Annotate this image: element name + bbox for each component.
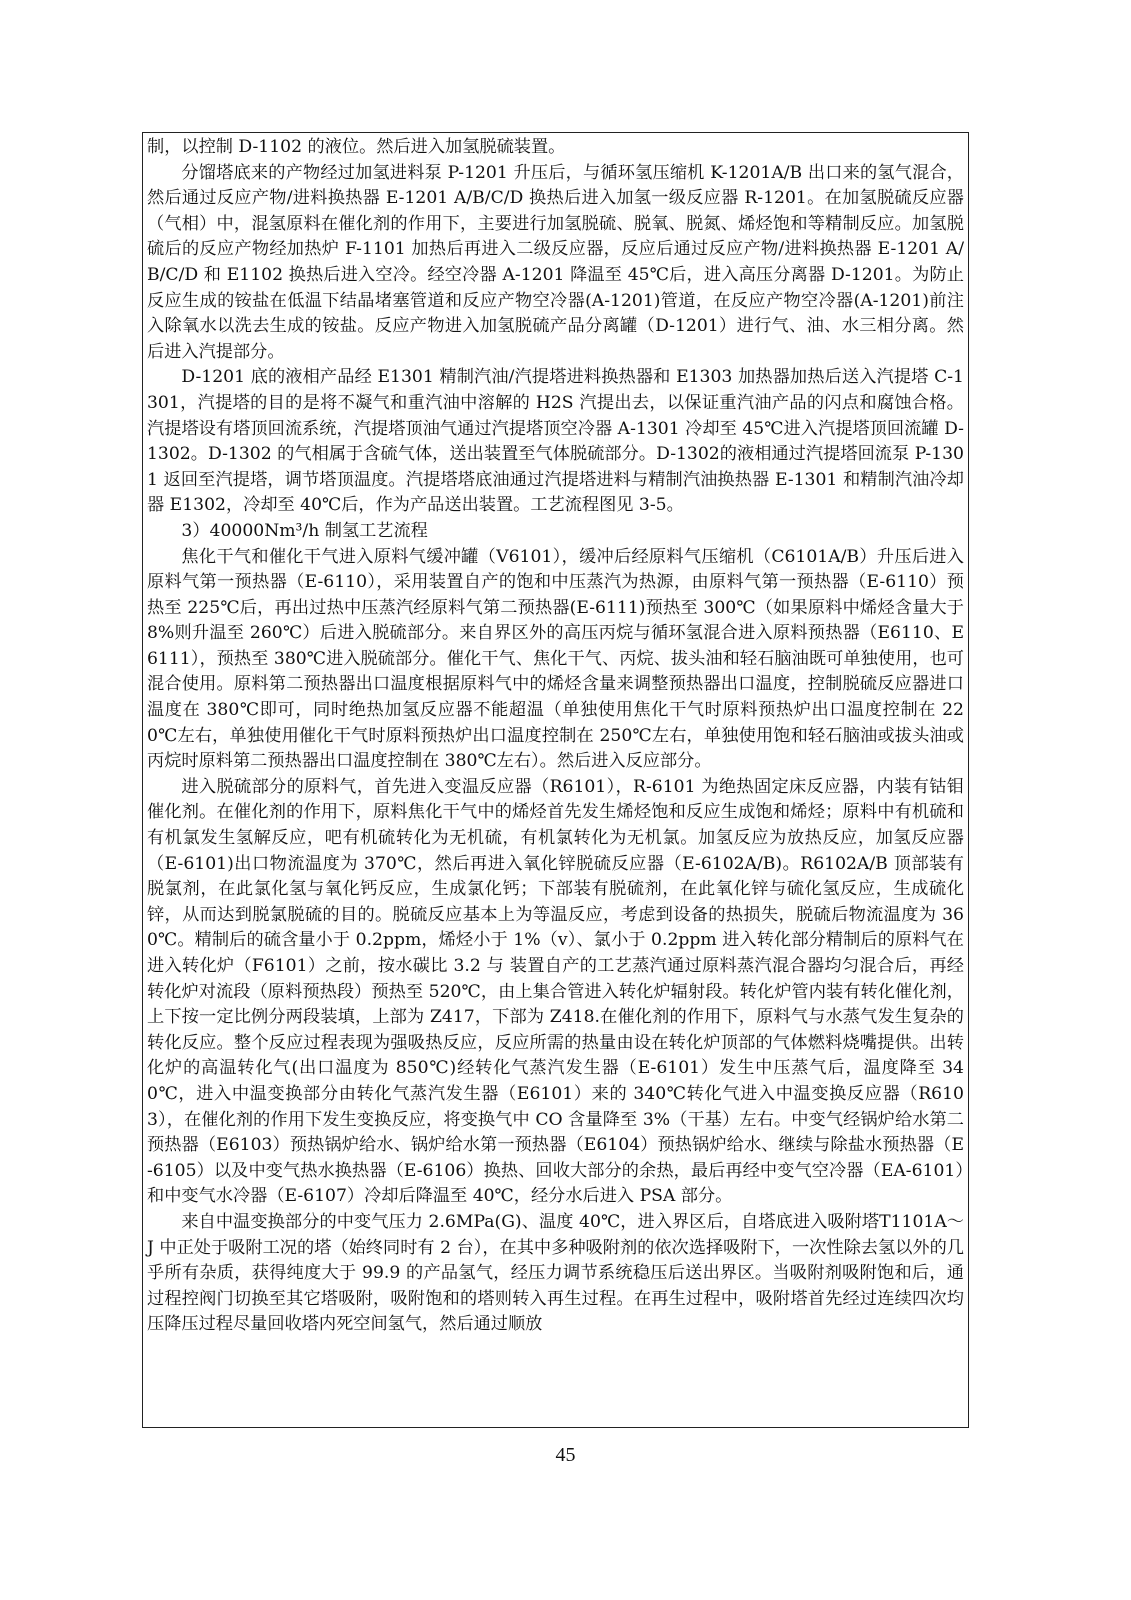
paragraph-4: 焦化干气和催化干气进入原料气缓冲罐（V6101），缓冲后经原料气压缩机（C6101A/B）升压后进入原料气第一预热器（E-6110），采用装置自产的饱和中压蒸汽为热源，由原料气第一预热器（E-6110）预热至 225℃后，再出过热中压蒸汽经原料气第二预热器(E-6111)预热至 300℃（如果原料中烯烃含量大于 8%则升温至 260℃）后进入脱硫部分。来自界区外的高压丙烷与循环氢混合进入原料预热器（E6110、E6111），预热至 380℃进入脱硫部分。催化干气、焦化干气、丙烷、拔头油和轻石脑油既可单独使用，也可混合使用。原料第二预热器出口温度根据原料气中的烯烃含量来调整预热器出口温度，控制脱硫反应器进口温度在 380℃即可，同时绝热加氢反应器不能超温（单独使用焦化干气时原料预热炉出口温度控制在 220℃左右，单独使用催化干气时原料预热炉出口温度控制在 250℃左右，单独使用饱和轻石脑油或拔头油或丙烷时原料第二预热器出口温度控制在 380℃左右）。然后进入反应部分。 (147, 546, 964, 772)
page-number: 45 (555, 1444, 576, 1466)
paragraph-5: 进入脱硫部分的原料气，首先进入变温反应器（R6101），R-6101 为绝热固定床反应器，内装有钴钼催化剂。在催化剂的作用下，原料焦化干气中的烯烃首先发生烯烃饱和反应生成饱和烯烃；原料中有机硫和有机氯发生氢解反应，吧有机硫转化为无机硫，有机氯转化为无机氯。加氢反应为放热反应，加氢反应器（E-6101)出口物流温度为 370℃，然后再进入氧化锌脱硫反应器（E-6102A/B)。R6102A/B 顶部装有脱氯剂，在此氯化氢与氧化钙反应，生成氯化钙；下部装有脱硫剂，在此氧化锌与硫化氢反应，生成硫化锌，从而达到脱氯脱硫的目的。脱硫反应基本上为等温反应，考虑到设备的热损失，脱硫后物流温度为 360℃。精制后的硫含量小于 0.2ppm，烯烃小于 1%（v）、氯小于 0.2ppm 进入转化部分精制后的原料气在进入转化炉（F6101）之前，按水碳比 3.2 与 装置自产的工艺蒸汽通过原料蒸汽混合器均匀混合后，再经转化炉对流段（原料预热段）预热至 520℃，由上集合管进入转化炉辐射段。转化炉管内装有转化催化剂，上下按一定比例分两段装填，上部为 Z417，下部为 Z418.在催化剂的作用下，原料气与水蒸气发生复杂的转化反应。整个反应过程表现为强吸热反应，反应所需的热量由设在转化炉顶部的气体燃料烧嘴提供。出转化炉的高温转化气(出口温度为 850℃)经转化气蒸汽发生器（E-6101）发生中压蒸气后，温度降至 340℃，进入中温变换部分由转化气蒸汽发生器（E6101）来的 340℃转化气进入中温变换反应器（R6103），在催化剂的作用下发生变换反应，将变换气中 CO 含量降至 3%（干基）左右。中变气经锅炉给水第二预热器（E6103）预热锅炉给水、锅炉给水第一预热器（E6104）预热锅炉给水、继续与除盐水预热器（E-6105）以及中变气热水换热器（E-6106）换热、回收大部分的余热，最后再经中变气空冷器（EA-6101）和中变气水冷器（E-6107）冷却后降温至 40℃，经分水后进入 PSA 部分。 (147, 776, 964, 1207)
paragraph-6: 来自中温变换部分的中变气压力 2.6MPa(G)、温度 40℃，进入界区后，自塔底进入吸附塔T1101A～J 中正处于吸附工况的塔（始终同时有 2 台），在其中多种吸附剂的依次选择吸附下，一次性除去氢以外的几乎所有杂质，获得纯度大于 99.9 的产品氢气，经压力调节系统稳压后送出界区。当吸附剂吸附饱和后，通过程控阀门切换至其它塔吸附，吸附饱和的塔则转入再生过程。在再生过程中，吸附塔首先经过连续四次均压降压过程尽量回收塔内死空间氢气，然后通过顺放 (147, 1211, 964, 1335)
section-heading: 3）40000Nm³/h 制氢工艺流程 (181, 520, 428, 541)
paragraph-3: D-1201 底的液相产品经 E1301 精制汽油/汽提塔进料换热器和 E1303 加热器加热后送入汽提塔 C-1301，汽提塔的目的是将不凝气和重汽油中溶解的 H2S 汽提出去，以保证重汽油产品的闪点和腐蚀合格。汽提塔设有塔顶回流系统，汽提塔顶油气通过汽提塔顶空冷器 A-1301 冷却至 45℃进入汽提塔顶回流罐 D-1302。D-1302 的气相属于含硫气体，送出装置至气体脱硫部分。D-1302的液相通过汽提塔回流泵 P-1301 返回至汽提塔，调节塔顶温度。汽提塔塔底油通过汽提塔进料与精制汽油换热器 E-1301 和精制汽油冷却器 E1302，冷却至 40℃后，作为产品送出装置。工艺流程图见 3-5。 (147, 367, 964, 516)
bordered-text-frame (142, 132, 969, 1428)
paragraph-1: 制，以控制 D-1102 的液位。然后进入加氢脱硫装置。 (147, 137, 566, 157)
paragraph-2: 分馏塔底来的产物经过加氢进料泵 P-1201 升压后，与循环氢压缩机 K-1201A/B 出口来的氢气混合，然后通过反应产物/进料换热器 E-1201 A/B/C/D 换热后进入加氢一级反应器 R-1201。在加氢脱硫反应器（气相）中，混氢原料在催化剂的作用下，主要进行加氢脱硫、脱氧、脱氮、烯烃饱和等精制反应。加氢脱硫后的反应产物经加热炉 F-1101 加热后再进入二级反应器，反应后通过反应产物/进料换热器 E-1201 A/B/C/D 和 E1102 换热后进入空冷。经空冷器 A-1201 降温至 45℃后，进入高压分离器 D-1201。为防止反应生成的铵盐在低温下结晶堵塞管道和反应产物空冷器(A-1201)管道，在反应产物空冷器(A-1201)前注入除氧水以洗去生成的铵盐。反应产物进入加氢脱硫产品分离罐（D-1201）进行气、油、水三相分离。然后进入汽提部分。 (147, 162, 964, 362)
